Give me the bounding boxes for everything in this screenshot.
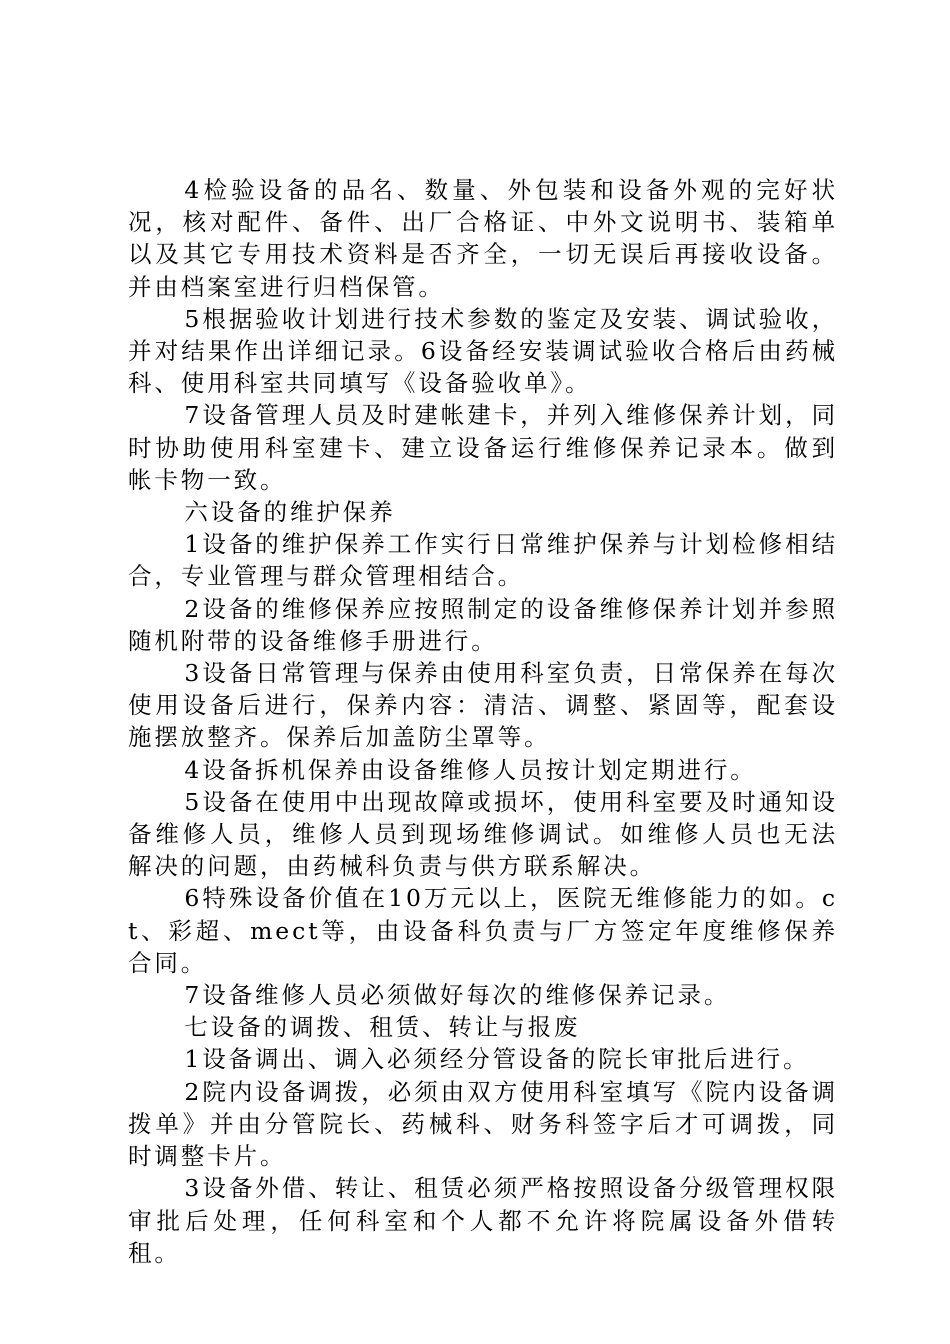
paragraph-maintenance-6: 6特殊设备价值在10万元以上，医院无维修能力的如。ct、彩超、mect等，由设备科负责与厂方签定年度维修保养合同。: [128, 884, 838, 977]
paragraph-account-card: 7设备管理人员及时建帐建卡，并列入维修保养计划，同时协助使用科室建卡、建立设备运行维修保养记录本。做到帐卡物一致。: [128, 401, 838, 494]
section-heading-transfer: 七设备的调拨、租赁、转让与报废: [184, 1013, 581, 1042]
paragraph-transfer-3: 3设备外借、转让、租赁必须严格按照设备分级管理权限审批后处理，任何科室和个人都不允许将院属设备外借转租。: [128, 1174, 838, 1267]
document-page: [128, 174, 838, 1269]
paragraph-maintenance-3: 3设备日常管理与保养由使用科室负责，日常保养在每次使用设备后进行，保养内容：清洁、调整、紧固等，配套设施摆放整齐。保养后加盖防尘罩等。: [128, 659, 838, 752]
paragraph-maintenance-5: 5设备在使用中出现故障或损坏，使用科室要及时通知设备维修人员，维修人员到现场维修调试。如维修人员也无法解决的问题，由药械科负责与供方联系解决。: [128, 787, 838, 881]
paragraph-maintenance-2: 2设备的维修保养应按照制定的设备维修保养计划并参照随机附带的设备维修手册进行。: [128, 594, 838, 655]
paragraph-transfer-1: 1设备调出、调入必须经分管设备的院长审批后进行。: [184, 1045, 810, 1074]
paragraph-maintenance-1: 1设备的维护保养工作实行日常维护保养与计划检修相结合，专业管理与群众管理相结合。: [128, 530, 838, 591]
paragraph-inspect-equipment: 4检验设备的品名、数量、外包装和设备外观的完好状况，核对配件、备件、出厂合格证、中外文说明书、装箱单以及其它专用技术资料是否齐全，一切无误后再接收设备。并由档案室进行归档保管。: [128, 176, 838, 301]
paragraph-transfer-2: 2院内设备调拨，必须由双方使用科室填写《院内设备调拨单》并由分管院长、药械科、财务科签字后才可调拨，同时调整卡片。: [128, 1077, 838, 1171]
paragraph-maintenance-4: 4设备拆机保养由设备维修人员按计划定期进行。: [184, 755, 757, 784]
paragraph-maintenance-7: 7设备维修人员必须做好每次的维修保养记录。: [184, 981, 731, 1010]
section-heading-maintenance: 六设备的维护保养: [184, 498, 396, 527]
paragraph-acceptance-plan: 5根据验收计划进行技术参数的鉴定及安装、调试验收，并对结果作出详细记录。6设备经安装调试验收合格后由药械科、使用科室共同填写《设备验收单》。: [128, 304, 838, 398]
